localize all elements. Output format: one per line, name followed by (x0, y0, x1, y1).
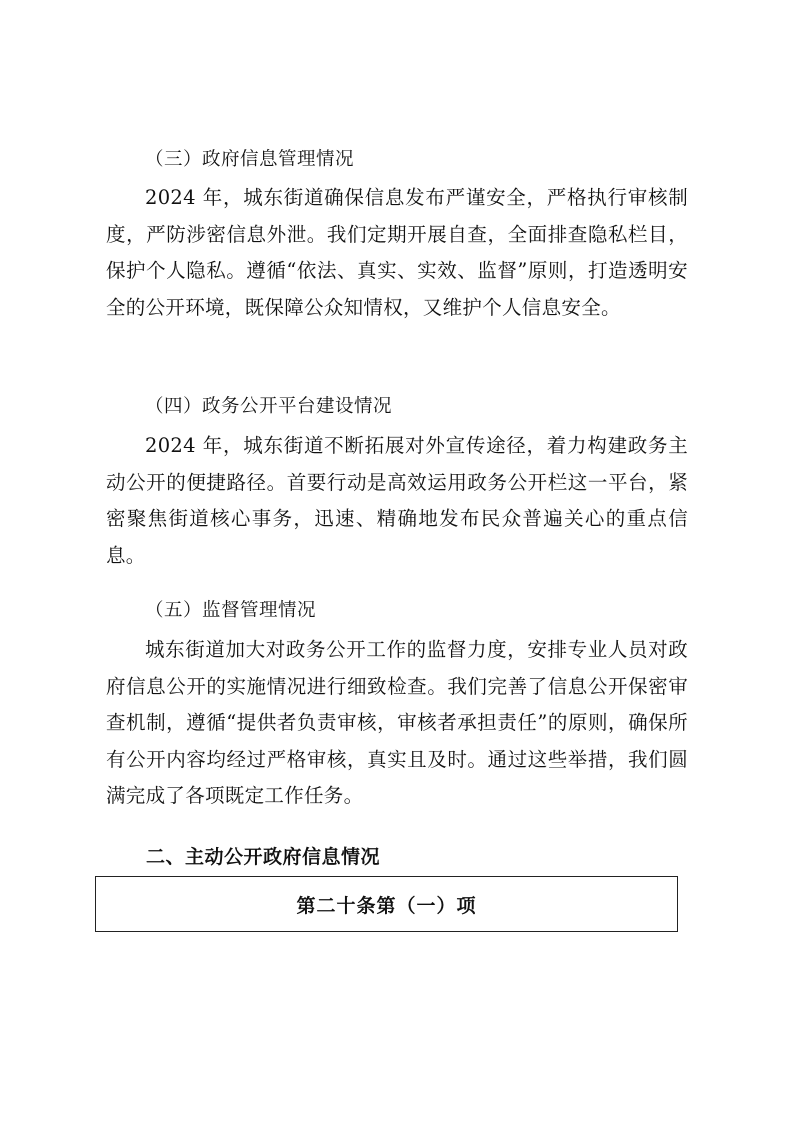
section-four-body: 2024 年，城东街道不断拓展对外宣传途径，着力构建政务主动公开的便捷路径。首要行动是高效运用政务公开栏这一平台，紧密聚焦街道核心事务，迅速、精确地发布民众普遍关心的重点信息。 (106, 434, 688, 567)
section-three-body: 2024 年，城东街道确保信息发布严谨安全，严格执行审核制度，严防涉密信息外泄。我们定期开展自查，全面排查隐私栏目，保护个人隐私。遵循“依法、真实、实效、监督”原则，打造透明安全的公开环境，既保障公众知情权，又维护个人信息安全。 (106, 186, 688, 319)
section-five-body: 城东街道加大对政务公开工作的监督力度，安排专业人员对政府信息公开的实施情况进行细致检查。我们完善了信息公开保密审查机制，遵循“提供者负责审核，审核者承担责任”的原则，确保所有公开内容均经过严格审核，真实且及时。通过这些举措，我们圆满完成了各项既定工作任务。 (106, 638, 688, 808)
disclosure-table (95, 876, 678, 932)
part-two-heading: 二、主动公开政府信息情况 (146, 846, 381, 868)
section-four-heading: （四）政务公开平台建设情况 (145, 396, 393, 417)
table-title: 第二十条第（一）项 (296, 894, 477, 917)
section-five-heading: （五）监督管理情况 (145, 600, 317, 621)
section-three-heading: （三）政府信息管理情况 (145, 149, 355, 170)
